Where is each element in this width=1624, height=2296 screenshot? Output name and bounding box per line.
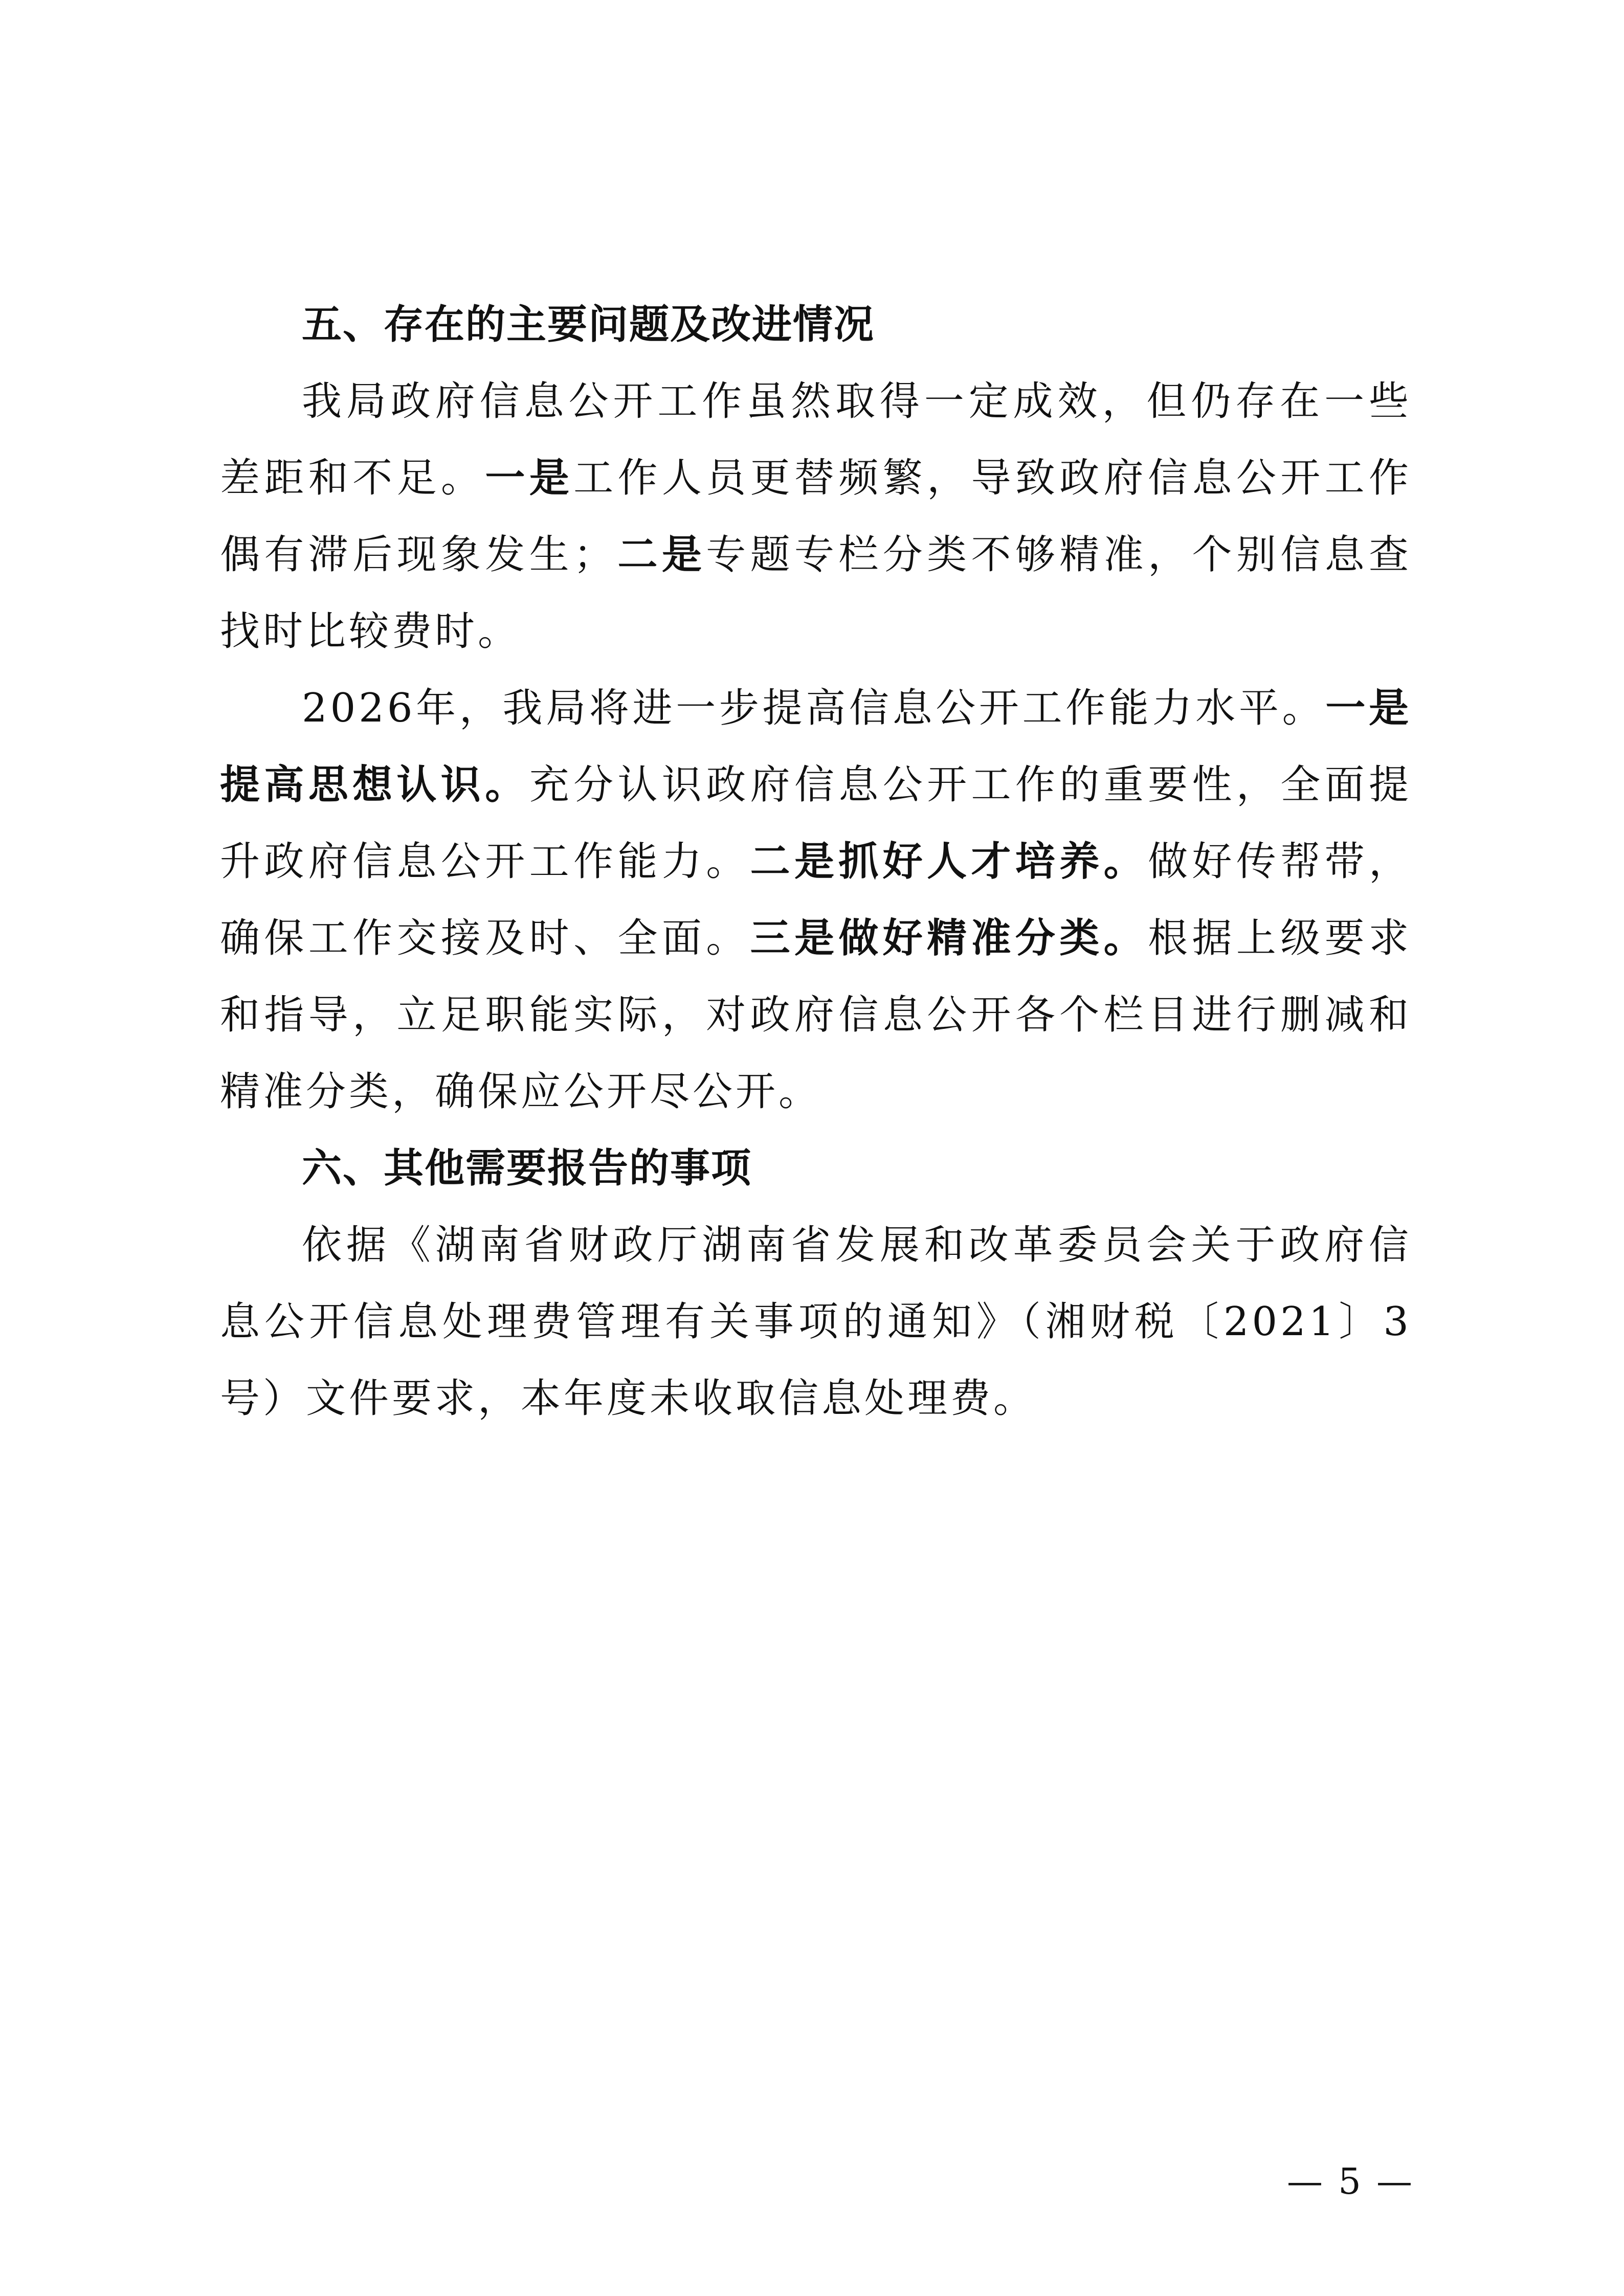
text-run: 工作人员更替频繁，导致政府信息公开工作偶有滞后现象发生；	[220, 455, 1412, 578]
text-run: 专题专栏分类不够精准，个别信息查找时比较费时。	[220, 532, 1412, 655]
paragraph-other-matters: 依据《湖南省财政厅湖南省发展和改革委员会关于政府信息公开信息处理费管理有关事项的通知》（湘财税〔2021〕3号）文件要求，本年度未收取信息处理费。	[220, 1222, 1412, 1422]
section-heading-other-matters: 六、其他需要报告的事项	[302, 1145, 752, 1191]
emphasis-second: 二是抓好人才培养。	[750, 839, 1148, 885]
emphasis-first: 一是	[485, 455, 574, 501]
text-run: 做好传帮带，确保工作交接及时、全面。	[220, 839, 1412, 961]
paragraph-problems	[220, 363, 1412, 670]
text-run: 2026年，我局将进一步提高信息公开工作能力水平。	[302, 685, 1326, 731]
emphasis-third: 三是做好精准分类。	[750, 915, 1148, 961]
section-heading-problems: 五、存在的主要问题及改进情况	[302, 302, 875, 348]
emphasis-second: 二是	[616, 532, 706, 578]
text-run: 根据上级要求和指导，立足职能实际，对政府信息公开各个栏目进行删减和精准分类，确保应公开尽公开。	[220, 915, 1412, 1115]
document-body	[220, 286, 1412, 1437]
text-run: 充分认识政府信息公开工作的重要性，全面提升政府信息公开工作能力。	[220, 762, 1412, 885]
text-run: 我局政府信息公开工作虽然取得一定成效，但仍存在一些差距和不足。	[220, 378, 1412, 501]
paragraph-improvements	[220, 670, 1412, 1130]
page-number: — 5 —	[1286, 2160, 1414, 2202]
emphasis-first: 一是提高思想认识。	[220, 685, 1412, 808]
